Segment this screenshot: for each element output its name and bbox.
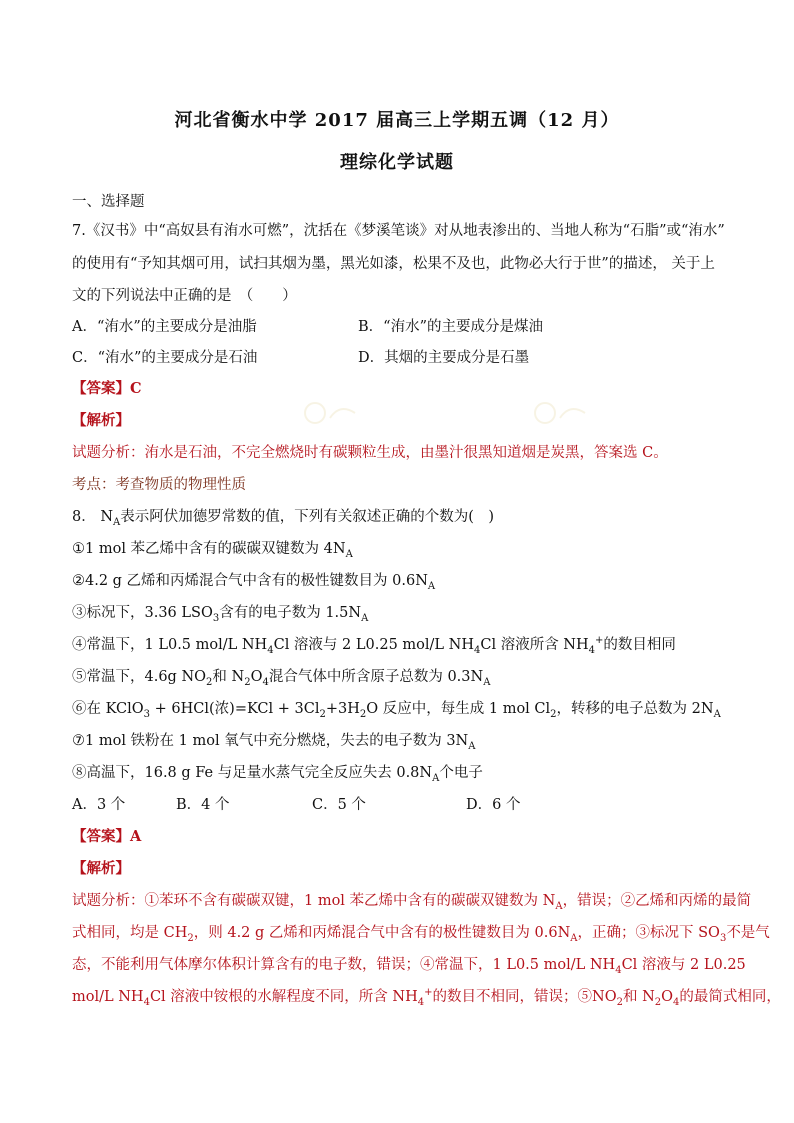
q8-option-c: C．5 个 xyxy=(312,797,366,813)
q8-statement-3: ③标况下，3.36 $LSO_3$含有的电子数为 $1.5N_A$ xyxy=(72,605,369,624)
q7-option-d: D．其烟的主要成分是石墨 xyxy=(358,350,530,366)
q8-statement-4: ④常温下，1 L0.5 mol/L $NH_4Cl$ 溶液与 2 L0.25 mol/L $NH_4Cl$ 溶液所含 $NH_4^+$的数目相同 xyxy=(72,635,676,656)
q8-option-b: B．4 个 xyxy=(176,797,230,813)
watermark-logo-left xyxy=(300,398,360,428)
document-title: 河北省衡水中学 2017 届高三上学期五调（12 月） xyxy=(174,110,620,131)
q8-answer: 【答案】A xyxy=(72,828,142,845)
q7-analysis-text: 试题分析：洧水是石油，不完全燃烧时有碳颗粒生成，由墨汁很黑知道烟是炭黑，答案选 C。 xyxy=(72,445,668,461)
watermark-logo-right xyxy=(530,398,590,428)
q8-statement-6: ⑥在 KClO$_3$ + 6HCl(浓)$=KCl + 3Cl_2+3H_2O$ 反应中，每生成 1 mol $Cl_2$，转移的电子总数为 $2N_A$ xyxy=(72,701,721,720)
q7-stem-line1: 7.《汉书》中“高奴县有洧水可燃”，沈括在《梦溪笔谈》对从地表渗出的、当地人称为“石脂”或“洧水” xyxy=(72,223,725,239)
q7-keypoint: 考点：考查物质的物理性质 xyxy=(72,477,246,493)
q8-option-d: D．6 个 xyxy=(466,797,521,813)
q7-option-b: B．“洧水”的主要成分是煤油 xyxy=(358,319,543,335)
q7-answer: 【答案】C xyxy=(72,380,142,397)
q8-analysis-line4: mol/L $NH_4Cl$ 溶液中铵根的水解程度不同，所含 $NH_4^+$的数目不相同，错误；$⑤NO_2$和 $N_2O_4$的最简式相同， xyxy=(72,987,781,1008)
q8-analysis-label: 【解析】 xyxy=(72,860,130,877)
q7-stem-line2: 的使用有“予知其烟可用，试扫其烟为墨，黑光如漆，松果不及也，此物必大行于世”的描述， 关于上 xyxy=(72,256,715,272)
section-heading: 一、选择题 xyxy=(72,194,145,210)
q8-analysis-line1: 试题分析：①苯环不含有碳碳双键，1 mol 苯乙烯中含有的碳碳双键数为 $N_A$，错误；②乙烯和丙烯的最简 xyxy=(72,893,752,912)
q8-stem: 8． $N_A$表示阿伏加德罗常数的值，下列有关叙述正确的个数为( ) xyxy=(72,509,495,528)
q7-option-c: C．“洧水”的主要成分是石油 xyxy=(72,350,258,366)
q8-statement-7: ⑦1 mol 铁粉在 1 mol 氧气中充分燃烧，失去的电子数为 $3N_A$ xyxy=(72,733,476,752)
q8-statement-2: ②4.2 g 乙烯和丙烯混合气中含有的极性键数目为 $0.6N_A$ xyxy=(72,573,436,592)
q7-stem-line3: 文的下列说法中正确的是 （ ） xyxy=(72,288,297,304)
q7-analysis-label: 【解析】 xyxy=(72,412,130,429)
document-subtitle: 理综化学试题 xyxy=(340,152,454,173)
q8-statement-5: ⑤常温下，4.6g $NO_2$和 $N_2O_4$混合气体中所含原子总数为 $0.3N_A$ xyxy=(72,669,491,688)
q8-analysis-line2: 式相同，均是 $CH_2$，则 4.2 g 乙烯和丙烯混合气中含有的极性键数目为 $0.6N_A$，正确；③标况下 $SO_3$不是气 xyxy=(72,925,770,944)
q7-option-a: A．“洧水”的主要成分是油脂 xyxy=(72,319,257,335)
q8-statement-1: ①1 mol 苯乙烯中含有的碳碳双键数为 $4N_A$ xyxy=(72,541,353,560)
q8-option-a: A．3 个 xyxy=(72,797,126,813)
q8-analysis-line3: 态，不能利用气体摩尔体积计算含有的电子数，错误；④常温下，1 L0.5 mol/L $NH_4Cl$ 溶液与 2 L0.25 xyxy=(72,957,746,976)
q8-statement-8: ⑧高温下，16.8 g Fe 与足量水蒸气完全反应失去 $0.8N_A$个电子 xyxy=(72,765,483,784)
